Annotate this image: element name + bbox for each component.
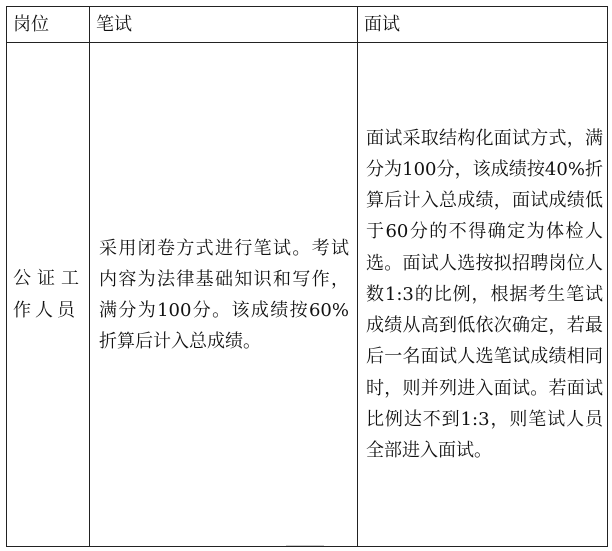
header-post-label: 岗位 (13, 13, 49, 35)
cell-interview (358, 43, 608, 547)
header-cell-interview (358, 7, 608, 43)
header-cell-post (7, 7, 90, 43)
recruitment-exam-table (6, 6, 608, 547)
page-footer-mark (286, 545, 324, 546)
table-row (7, 43, 608, 547)
interview-text: 面试采取结构化面试方式，满分为100分，该成绩按40%折算后计入总成绩，面试成绩低于60分的不得确定为体检人选。面试人选按拟招聘岗位人数1:3的比例，根据考生笔试成绩从高到低依次确定，若最后一名面试人选笔试成绩相同时，则并列进入面试。若面试比例达不到1:3，则笔试人员全部进入面试。 (366, 127, 603, 461)
cell-written (90, 43, 358, 547)
cell-post (7, 43, 90, 547)
table-header-row (7, 7, 608, 43)
post-name-text: 公证工作人员 (13, 267, 83, 321)
header-written-label: 笔试 (96, 13, 132, 35)
header-interview-label: 面试 (364, 13, 400, 35)
written-exam-text: 采用闭卷方式进行笔试。考试内容为法律基础知识和写作，满分为100分。该成绩按60%折算后计入总成绩。 (99, 237, 349, 352)
header-cell-written (90, 7, 358, 43)
